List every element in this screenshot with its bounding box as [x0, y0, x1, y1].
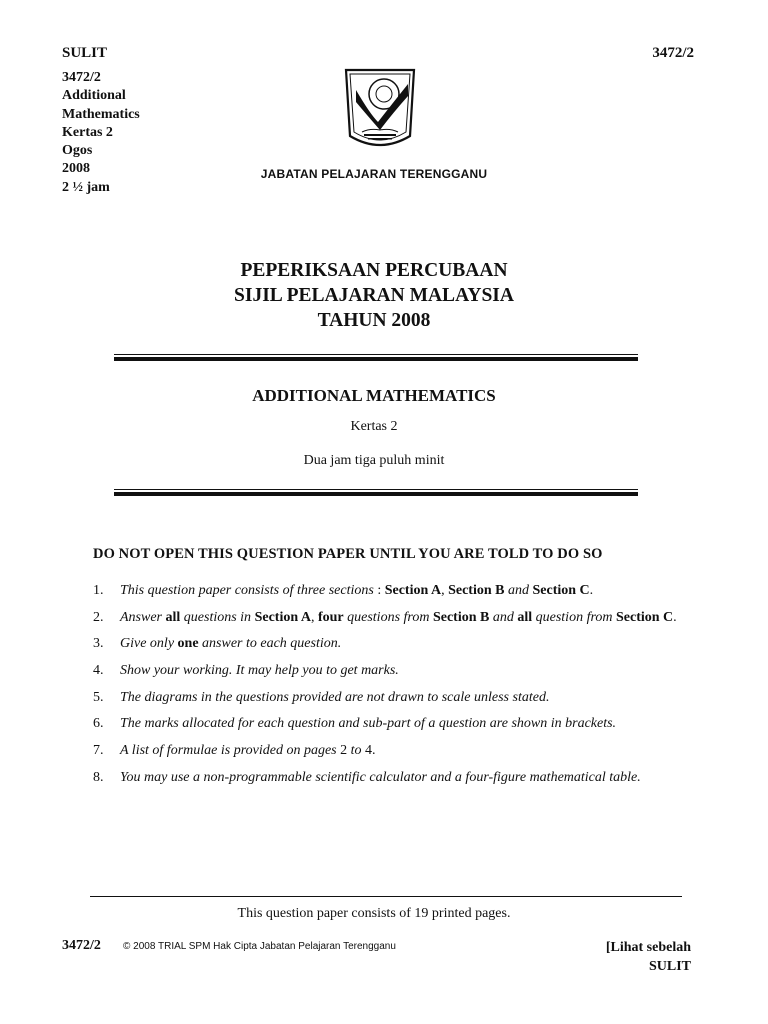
exam-duration: Dua jam tiga puluh minit [303, 453, 445, 468]
instruction-text-part: A list of formulae is provided on pages [120, 743, 341, 759]
instruction-text-part: Section C [532, 583, 590, 598]
instruction-text-part: and [489, 609, 518, 625]
meta-subject-1: Additional [62, 88, 126, 104]
instruction-number: 8. [93, 769, 104, 785]
instruction-number: 3. [93, 636, 104, 652]
instruction-text [120, 715, 683, 733]
instruction-text-part: Section B [432, 609, 490, 625]
agency-name: JABATAN PELAJARAN TERENGGANU [260, 167, 488, 181]
exam-title-line-3: TAHUN 2008 [317, 310, 431, 331]
instruction-text [120, 689, 683, 707]
instruction-text [120, 582, 683, 600]
meta-month: Ogos [62, 143, 93, 159]
instruction-number: 4. [93, 663, 104, 679]
instruction-text-part: questions in [180, 609, 255, 625]
instruction-text-part: , [441, 583, 449, 598]
instruction-item [93, 662, 683, 680]
meta-paper: Kertas 2 [62, 124, 113, 140]
instruction-text-part: Show your working. It may help you to get marks. [120, 663, 399, 679]
copyright-notice: © 2008 TRIAL SPM Hak Cipta Jabatan Pelajaran Terengganu [123, 941, 396, 952]
instruction-text [120, 742, 683, 760]
instruction-text-part: all [517, 609, 533, 625]
meta-subject-2: Mathematics [62, 106, 140, 122]
instructions-list [93, 582, 683, 796]
bottom-divider [114, 489, 638, 497]
instruction-text-part: This question paper consists of three sections [120, 583, 374, 598]
classification-label: SULIT [62, 45, 108, 61]
footer-divider [90, 896, 682, 897]
instruction-item [93, 742, 683, 760]
instruction-text-part: . [372, 743, 376, 759]
instruction-text-part: all [165, 609, 181, 625]
instruction-text-part: questions from [343, 609, 433, 625]
exam-title-line-1: PEPERIKSAAN PERCUBAAN [240, 260, 508, 281]
instruction-text-part: to [347, 743, 365, 759]
instruction-text-part: and [504, 583, 533, 598]
crest-icon [340, 66, 420, 154]
instruction-text-part: The marks allocated for each question and sub-part of a question are shown in brackets. [120, 716, 617, 732]
instruction-text-part: : [373, 583, 385, 598]
printed-pages-note: This question paper consists of 19 printed pages. [237, 906, 511, 921]
instruction-item [93, 635, 683, 653]
exam-title-line-2: SIJIL PELAJARAN MALAYSIA [234, 285, 514, 306]
instruction-number: 1. [93, 583, 104, 598]
instruction-text-part: Section B [448, 583, 505, 598]
instruction-text-part: one [177, 636, 199, 652]
instruction-text [120, 662, 683, 680]
meta-time: 2 ½ jam [62, 179, 110, 195]
instruction-number: 7. [93, 743, 104, 759]
instruction-text [120, 635, 683, 653]
instruction-item [93, 582, 683, 600]
footer-paper-code: 3472/2 [62, 938, 101, 953]
instruction-text-part: 2 [340, 743, 348, 759]
instruction-number: 2. [93, 609, 104, 625]
instruction-number: 6. [93, 716, 104, 732]
instruction-text-part: Give only [120, 636, 178, 652]
instruction-text-part: four [317, 609, 344, 625]
instruction-text-part: question from [532, 609, 616, 625]
instruction-text-part: Section A [254, 609, 311, 625]
turn-over-note [606, 938, 691, 976]
instruction-number: 5. [93, 689, 104, 705]
instruction-text-part: Section A [384, 583, 442, 598]
instruction-text-part: The diagrams in the questions provided are not drawn to scale unless stated. [120, 689, 550, 705]
instruction-item [93, 689, 683, 707]
paper-number: Kertas 2 [350, 419, 398, 434]
footer-classification-label: SULIT [648, 959, 691, 974]
subject-title: ADDITIONAL MATHEMATICS [252, 386, 496, 405]
warning-notice: DO NOT OPEN THIS QUESTION PAPER UNTIL YOU ARE TOLD TO DO SO [93, 546, 603, 562]
instruction-text-part: Answer [120, 609, 166, 625]
instruction-text [120, 769, 683, 787]
meta-code: 3472/2 [62, 70, 101, 85]
instruction-text-part: , [310, 609, 318, 625]
instruction-item [93, 769, 683, 787]
turn-over-label: [Lihat sebelah [605, 940, 691, 955]
instruction-text-part: Section C [616, 609, 674, 625]
instruction-text [120, 609, 683, 627]
instruction-text-part: . [589, 583, 594, 598]
top-divider [114, 354, 638, 362]
meta-year: 2008 [62, 161, 90, 177]
instruction-text-part: You may use a non-programmable scientific calculator and a four-figure mathematical table. [120, 769, 641, 785]
instruction-text-part: 4 [365, 743, 372, 759]
paper-code: 3472/2 [652, 45, 694, 61]
instruction-text-part: . [673, 609, 677, 625]
instruction-item [93, 715, 683, 733]
instruction-text-part: answer to each question. [198, 636, 342, 652]
instruction-item [93, 609, 683, 627]
exam-title [0, 258, 768, 333]
